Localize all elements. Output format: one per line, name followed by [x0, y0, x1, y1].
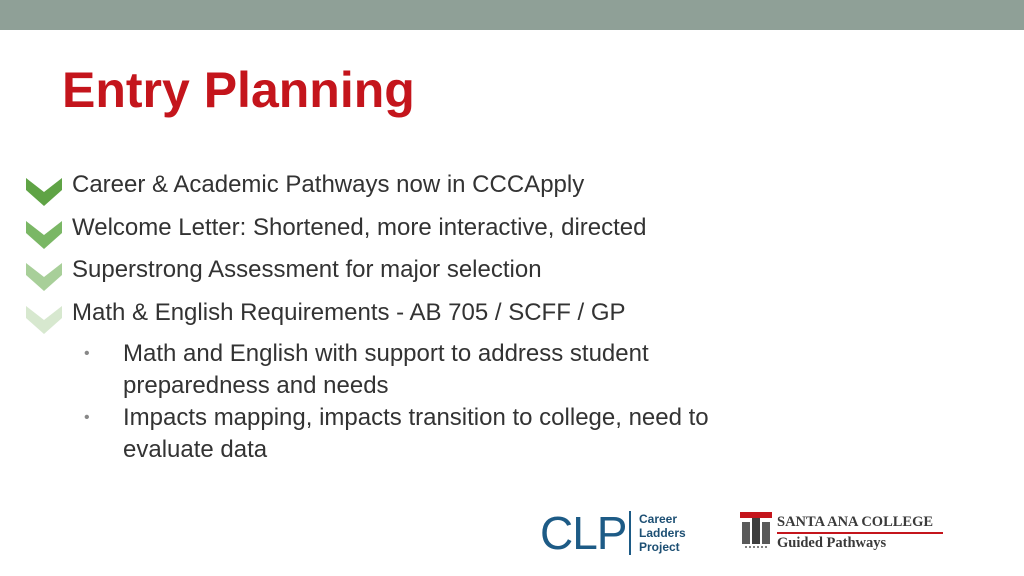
checklist: [26, 166, 786, 336]
college-building-icon: [740, 512, 772, 550]
chevron-check-icon: [26, 298, 62, 334]
sub-bullet-text: Impacts mapping, impacts transition to college, need to evaluate data: [123, 404, 709, 463]
chevron-check-icon: [26, 213, 62, 249]
checklist-item: [26, 251, 786, 294]
career-ladders-project-logo: [538, 508, 698, 562]
clp-logo-line: Career: [639, 512, 678, 526]
sub-bullet-item: [84, 338, 784, 402]
bullet-dot-icon: •: [84, 345, 90, 362]
chevron-check-icon: [26, 255, 62, 291]
sub-bullet-item: [84, 402, 784, 466]
clp-logo-line: Project: [639, 540, 680, 554]
checklist-item-text: Math & English Requirements - AB 705 / SCFF / GP: [72, 298, 626, 326]
checklist-item: [26, 209, 786, 252]
slide-title: Entry Planning: [62, 62, 415, 118]
clp-logo-words: [639, 512, 686, 554]
sub-bullet-text: Math and English with support to address student preparedness and needs: [123, 340, 649, 399]
checklist-item: [26, 294, 786, 337]
checklist-item-text: Career & Academic Pathways now in CCCApply: [72, 171, 585, 198]
clp-logo-letters: CLP: [540, 507, 627, 559]
chevron-check-icon: [26, 170, 62, 206]
checklist-item-text: Welcome Letter: Shortened, more interactive, directed: [72, 213, 647, 241]
top-bar: [0, 0, 1024, 30]
checklist-item-text: Superstrong Assessment for major selection: [72, 256, 542, 283]
sac-logo-subtitle: Guided Pathways: [777, 535, 887, 551]
sac-logo-name: SANTA ANA COLLEGE: [777, 514, 934, 530]
clp-logo-line: Ladders: [639, 526, 686, 540]
bullet-dot-icon: •: [84, 409, 90, 426]
checklist-item: [26, 166, 786, 209]
sub-bullet-list: [84, 338, 784, 466]
clp-logo-divider: [629, 511, 631, 555]
santa-ana-college-logo: [740, 512, 946, 556]
